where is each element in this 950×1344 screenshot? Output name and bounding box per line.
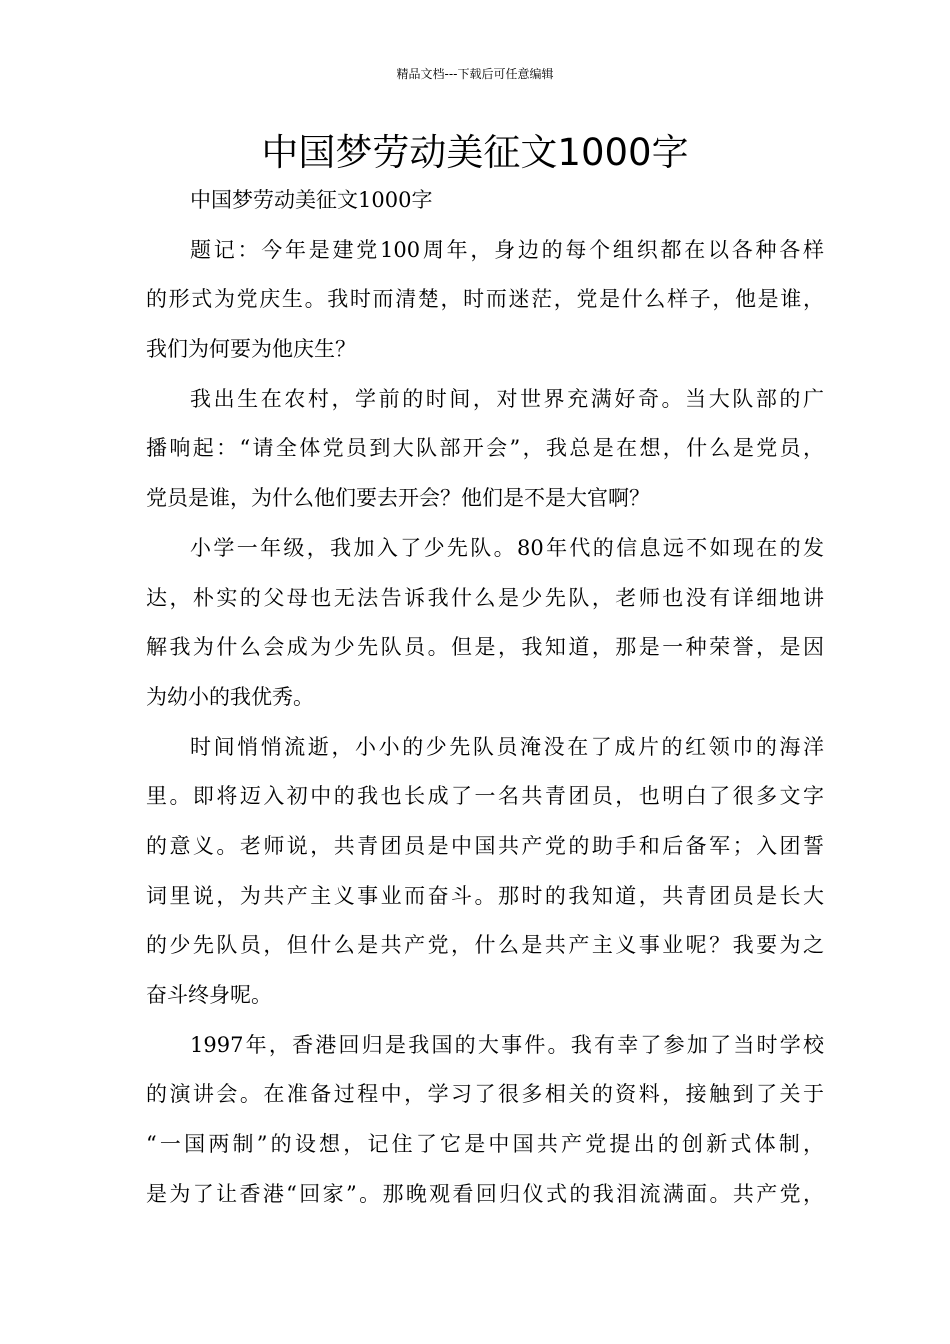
text-line: 我出生在农村，学前的时间，对世界充满好奇。当大队部的广 xyxy=(190,386,824,411)
text-line: 播响起：“请全体党员到大队部开会”，我总是在想，什么是党员， xyxy=(146,436,824,461)
text-line: 奋斗终身呢。 xyxy=(146,983,272,1007)
text-line: 的意义。老师说，共青团员是中国共产党的助手和后备军；入团誓 xyxy=(146,833,824,858)
text-line: 解我为什么会成为少先队员。但是，我知道，那是一种荣誉，是因 xyxy=(146,635,824,660)
text-line: 的形式为党庆生。我时而清楚，时而迷茫，党是什么样子，他是谁， xyxy=(146,287,824,312)
document-body xyxy=(146,176,824,1219)
text-line: 我们为何要为他庆生？ xyxy=(146,337,356,362)
page-header: 精品文档---下载后可任意编辑 xyxy=(396,67,554,81)
text-line: 的少先队员，但什么是共产党，什么是共产主义事业呢？我要为之 xyxy=(146,933,824,958)
text-line: 中国梦劳动美征文1000字 xyxy=(190,188,433,212)
text-line: “一国两制”的设想，记住了它是中国共产党提出的创新式体制， xyxy=(146,1132,824,1157)
text-line: 词里说，为共产主义事业而奋斗。那时的我知道，共青团员是长大 xyxy=(146,883,824,908)
document-title: 中国梦劳动美征文1000字 xyxy=(261,131,689,174)
text-line: 为幼小的我优秀。 xyxy=(146,684,314,709)
text-line: 题记：今年是建党100周年，身边的每个组织都在以各种各样 xyxy=(190,237,824,262)
text-line: 的演讲会。在准备过程中，学习了很多相关的资料，接触到了关于 xyxy=(146,1082,824,1107)
text-line: 是为了让香港“回家”。那晚观看回归仪式的我泪流满面。共产党， xyxy=(146,1181,824,1206)
text-line: 时间悄悄流逝，小小的少先队员淹没在了成片的红领巾的海洋 xyxy=(190,734,824,759)
text-line: 里。即将迈入初中的我也长成了一名共青团员，也明白了很多文字 xyxy=(146,784,824,809)
text-line: 党员是谁，为什么他们要去开会？他们是不是大官啊？ xyxy=(146,486,650,511)
text-line: 1997年，香港回归是我国的大事件。我有幸了参加了当时学校 xyxy=(190,1032,824,1057)
text-line: 小学一年级，我加入了少先队。80年代的信息远不如现在的发 xyxy=(190,535,824,560)
text-line: 达，朴实的父母也无法告诉我什么是少先队，老师也没有详细地讲 xyxy=(146,585,824,610)
